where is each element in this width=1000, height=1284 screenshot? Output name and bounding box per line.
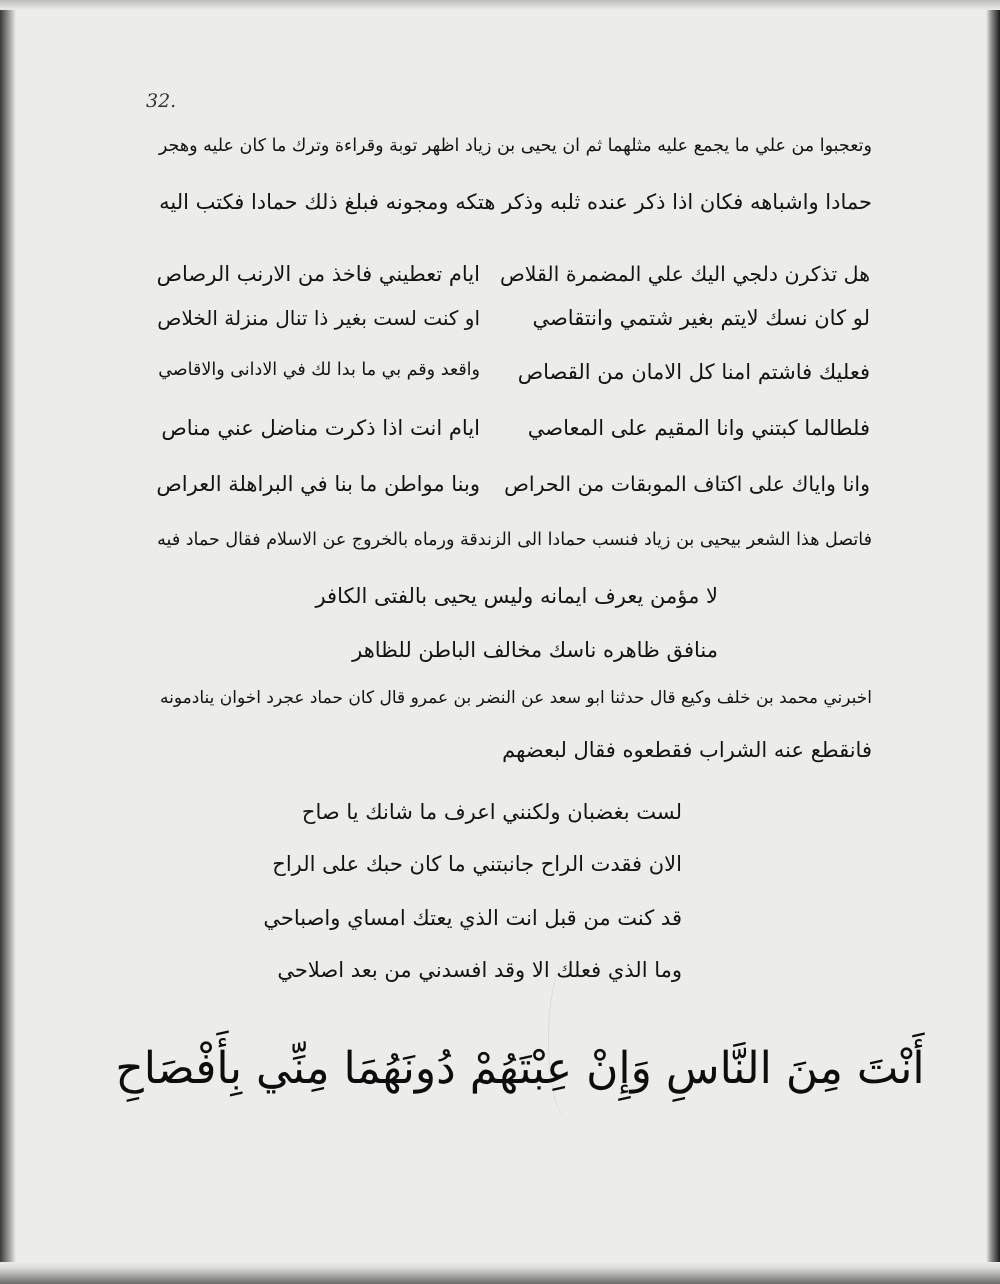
verse-second-hemistich: واقعد وقم بي ما بدا لك في الادانى والاقاصي (158, 360, 480, 380)
verse-second-hemistich: ايام تعطيني فاخذ من الارنب الرصاص (156, 262, 480, 286)
verse-line: قد كنت من قبل انت الذي يعتك امساي واصباحي (263, 906, 682, 930)
calligraphic-verse: أَنْتَ مِنَ النَّاسِ وَإِنْ عِبْتَهُمْ دُونَهُمَا مِنِّي بِأَفْصَاحِ (115, 1043, 925, 1094)
prose-line: فانقطع عنه الشراب فقطعوه فقال لبعضهم (502, 738, 872, 762)
verse-line: لا مؤمن يعرف ايمانه وليس يحيى بالفتى الكافر (315, 584, 718, 608)
verse-first-hemistich: وانا واياك على اكتاف الموبقات من الحراص (504, 472, 870, 496)
verse-line: منافق ظاهره ناسك مخالف الباطن للظاهر (352, 638, 718, 662)
verse-first-hemistich: فلطالما كبتني وانا المقيم على المعاصي (527, 416, 870, 440)
verse-second-hemistich: او كنت لست بغير ذا تنال منزلة الخلاص (157, 306, 480, 330)
verse-second-hemistich: وبنا مواطن ما بنا في البراهلة العراص (156, 472, 480, 496)
verse-line: الان فقدت الراح جانبتني ما كان حبك على الراح (272, 852, 682, 876)
prose-line: فاتصل هذا الشعر بيحيى بن زياد فنسب حمادا الى الزندقة ورماه بالخروج عن الاسلام فقال حماد فيه (157, 530, 872, 550)
verse-first-hemistich: هل تذكرن دلجي اليك علي المضمرة القلاص (499, 262, 870, 286)
folio-number: 32. (146, 90, 177, 112)
page-edge-right (986, 0, 1000, 1284)
verse-line: وما الذي فعلك الا وقد افسدني من بعد اصلاحي (277, 958, 682, 982)
page-edge-top (0, 0, 1000, 10)
verse-second-hemistich: ايام انت اذا ذكرت مناضل عني مناص (161, 416, 480, 440)
verse-first-hemistich: لو كان نسك لايتم بغير شتمي وانتقاصي (532, 306, 870, 330)
page-edge-bottom (0, 1262, 1000, 1284)
prose-line: اخبرني محمد بن خلف وكيع قال حدثنا ابو سعد عن النضر بن عمرو قال كان حماد عجرد اخوان ينادمونه (160, 688, 872, 708)
verse-first-hemistich: فعليك فاشتم امنا كل الامان من القصاص (517, 360, 870, 384)
prose-line: وتعجبوا من علي ما يجمع عليه مثلهما ثم ان يحيى بن زياد اظهر توبة وقراءة وترك ما كان عليه وهجر (158, 136, 872, 156)
verse-line: لست بغضبان ولكنني اعرف ما شانك يا صاح (301, 800, 682, 824)
prose-line: حمادا واشباهه فكان اذا ذكر عنده ثلبه وذكر هتكه ومجونه فبلغ ذلك حمادا فكتب اليه (159, 190, 872, 214)
page-edge-left (0, 0, 16, 1284)
